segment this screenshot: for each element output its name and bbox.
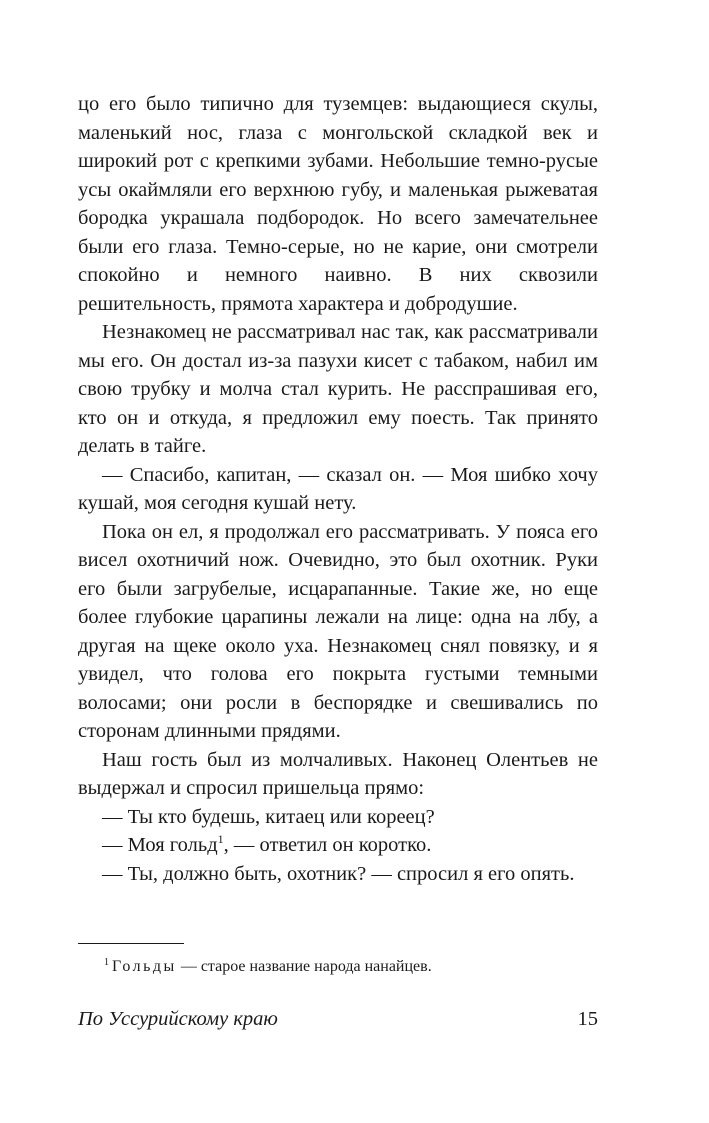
footnote (104, 957, 598, 977)
paragraph-3: — Спасибо, капитан, — сказал он. — Моя шибко хочу кушай, моя сегодня кушай нету. (78, 463, 598, 514)
main-text (78, 90, 598, 888)
paragraph-5: Наш гость был из молчаливых. Наконец Олентьев не выдержал и спросил пришельца прямо: (78, 748, 598, 799)
footnote-reference[interactable]: 1 (217, 832, 224, 847)
footnote-term: Гольды (112, 958, 177, 975)
footnote-marker: 1 (104, 956, 109, 968)
paragraph-1: цо его было типично для туземцев: выдающиеся скулы, маленький нос, глаза с монгольской складкой век и широкий рот с крепкими зубами. Небольшие темно-русые усы окаймляли его верхнюю губу, и маленькая рыжеватая бородка украшала подбородок. Но всего замечательнее были его глаза. Темно-серые, но не карие, они смотрели спокойно и немного наивно. В них сквозили решительность, прямота характера и добродушие. (78, 93, 598, 315)
paragraph-7-start: — Моя гольд (102, 834, 218, 856)
paragraph-2: Незнакомец не рассматривал нас так, как рассматривали мы его. Он достал из-за пазухи кисет с табаком, набил им свою трубку и молча стал курить. Не расспрашивая его, кто он и откуда, я предложил ему поесть. Так принято делать в тайге. (78, 321, 598, 457)
paragraph-7-end: , — ответил он коротко. (223, 834, 432, 856)
running-footer-title: По Уссурийскому краю (78, 1008, 278, 1030)
footnote-text: — старое название народа нанайцев. (176, 958, 432, 975)
paragraph-6: — Ты кто будешь, китаец или кореец? (102, 805, 435, 828)
page-number: 15 (577, 1008, 598, 1030)
paragraph-8: — Ты, должно быть, охотник? — спросил я его опять. (102, 862, 575, 885)
footnote-divider (78, 943, 184, 944)
paragraph-4: Пока он ел, я продолжал его рассматривать. У пояса его висел охотничий нож. Очевидно, это был охотник. Руки его были загрубелые, исцарапанные. Такие же, но еще более глубокие царапины лежали на лице: одна на лбу, а другая на щеке около уха. Незнакомец снял повязку, и я увидел, что голова его покрыта густыми темными волосами; они росли в беспорядке и свешивались по сторонам длинными прядями. (78, 520, 598, 742)
paragraph-7 (78, 831, 598, 860)
